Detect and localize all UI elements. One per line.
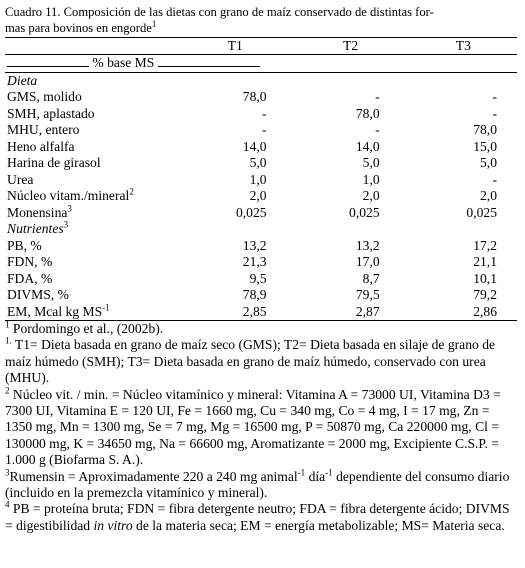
cell-t3: 0,025 xyxy=(466,204,497,220)
table-row xyxy=(5,254,517,271)
row-label: GMS, molido xyxy=(7,89,82,104)
cell-t1: 21,3 xyxy=(242,254,267,269)
row-label: FDA, % xyxy=(7,270,53,286)
caption-footnote-mark: 1 xyxy=(151,18,157,29)
table-row xyxy=(5,106,517,123)
cell-t2: - xyxy=(375,89,380,104)
table-caption xyxy=(5,4,517,36)
cell-t2: 79,5 xyxy=(355,287,380,302)
cell-t1: 1,0 xyxy=(249,171,267,187)
cell-t2: 8,7 xyxy=(362,270,380,286)
section-label-nutrientes: Nutrientes xyxy=(7,221,64,236)
cell-t2: 0,025 xyxy=(349,204,380,220)
row-label: Urea xyxy=(7,171,34,187)
footnote-3: $^3$Rumensin = Aproximadamente 220 a 240 mg animal$^{-1}$ día$^{-1}$ dependiente del consumo diario (incluido en la premezcla vitamínico y mineral). xyxy=(5,467,510,501)
table-row xyxy=(5,122,517,139)
row-label: Núcleo vitam./mineral$^2$ xyxy=(7,186,134,203)
basis-row xyxy=(5,55,517,73)
table-row xyxy=(5,89,517,106)
cell-t1: 78,9 xyxy=(242,287,267,302)
cell-t1: - xyxy=(262,122,267,137)
cell-t3: 10,1 xyxy=(473,270,497,286)
column-header-t2: T2 xyxy=(343,38,359,53)
basis-label: % base MS xyxy=(92,55,155,70)
cell-t2: - xyxy=(375,122,380,137)
cell-t1: 9,5 xyxy=(249,270,267,286)
table-row xyxy=(5,238,517,255)
cell-t2: 2,87 xyxy=(292,304,410,321)
cell-t1: 2,0 xyxy=(249,188,267,203)
footnote-4: $^4$ PB = proteína bruta; FDN = fibra detergente neutro; FDA = fibra detergente ácido; DIVMS = digestibilidad in vitro de la materia seca; EM = energía metabolizable; MS= Materia seca. xyxy=(5,499,510,533)
table-row xyxy=(5,155,517,172)
row-label: Monensina$^3$ xyxy=(7,202,72,220)
cell-t3: 79,2 xyxy=(473,287,497,302)
cell-t1: 78,0 xyxy=(242,89,267,104)
cell-t1: 13,2 xyxy=(242,237,267,253)
caption-line-2: mas para bovinos en engorde xyxy=(5,21,152,35)
table-row xyxy=(5,139,517,156)
cell-t2: 13,2 xyxy=(355,237,380,253)
section-label-dieta: Dieta xyxy=(5,72,517,89)
nutrient-rows xyxy=(5,238,517,321)
section-row-nutrientes xyxy=(5,221,517,238)
cell-t2: 1,0 xyxy=(362,171,380,187)
table-row xyxy=(5,205,517,222)
row-label: Heno alfalfa xyxy=(7,138,75,154)
footnote-1: $^{1.}$ T1= Dieta basada en grano de maíz seco (GMS); T2= Dieta basada en silaje de grano de maíz húmedo (SMH); T3= Dieta basada en grano de maíz húmedo, conservado con urea (MHU). xyxy=(5,335,496,386)
blank-line-left xyxy=(7,55,89,67)
row-label: PB, % xyxy=(7,237,42,253)
footnotes xyxy=(5,321,519,534)
cell-t2: 5,0 xyxy=(362,155,380,170)
cell-t3: 5,0 xyxy=(480,155,497,170)
cell-t2: 17,0 xyxy=(355,254,380,269)
cell-t2: 2,0 xyxy=(362,188,380,203)
table-row xyxy=(5,188,517,205)
cell-t1: 2,85 xyxy=(179,304,292,321)
composition-table xyxy=(5,38,517,321)
cell-t3: 78,0 xyxy=(473,122,497,137)
cell-t3: 2,86 xyxy=(410,304,517,321)
column-header-t1: T1 xyxy=(227,38,243,53)
column-header-row xyxy=(5,38,517,55)
row-label: EM, Mcal kg $MS^{-1}$ xyxy=(5,304,179,321)
row-label: MHU, entero xyxy=(7,122,80,137)
table-row xyxy=(5,304,517,321)
row-label: Harina de girasol xyxy=(7,155,101,170)
cell-t3: 17,2 xyxy=(473,237,497,253)
section-row-dieta xyxy=(5,72,517,89)
column-header-t3: T3 xyxy=(455,38,471,53)
diet-rows xyxy=(5,89,517,221)
cell-t3: - xyxy=(492,105,497,121)
row-label: FDN, % xyxy=(7,254,53,269)
cell-t2: 14,0 xyxy=(355,138,380,154)
cell-t1: 14,0 xyxy=(242,138,267,154)
table-row xyxy=(5,172,517,189)
cell-t1: 5,0 xyxy=(249,155,267,170)
blank-line-right xyxy=(158,55,260,67)
cell-t3: 15,0 xyxy=(473,138,497,154)
footnote-2: $^2$ Núcleo vit. / min. = Núcleo vitamínico y mineral: Vitamina A = 73000 UI, Vitamina D3 = 7300 UI, Vitamina E = 120 UI, Fe = 1660 mg, Cu = 340 mg, Co = 4 mg, I = 17 mg, Zn = 1350 mg, Mn = 1300 mg, Se = 7 mg, Mg = 16500 mg, P = 50870 mg, Ca 220000 mg, Cl = 130000 mg, K = 34650 mg, Na = 66600 mg, Aromatizante = 2000 mg, Excipiente C.S.P. = 1.000 g (Biofarma S. A.). xyxy=(5,385,501,468)
cell-t1: 0,025 xyxy=(235,204,267,220)
nutrientes-footnote-mark: 3 xyxy=(63,219,69,230)
footnote-source: $^1$ Pordomingo et al., (2002b). xyxy=(5,319,164,336)
cell-t2: 78,0 xyxy=(355,105,380,121)
row-label: SMH, aplastado xyxy=(7,105,95,121)
table-row xyxy=(5,271,517,288)
table-row xyxy=(5,287,517,304)
cell-t3: 21,1 xyxy=(473,254,497,269)
caption-line-1: Cuadro 11. Composición de las dietas con grano de maíz conservado de distintas for- xyxy=(5,5,434,19)
cell-t3: - xyxy=(492,89,497,104)
cell-t3: 2,0 xyxy=(480,188,497,203)
cell-t3: - xyxy=(492,171,497,187)
cell-t1: - xyxy=(262,105,267,121)
row-label: DIVMS, % xyxy=(7,287,69,302)
